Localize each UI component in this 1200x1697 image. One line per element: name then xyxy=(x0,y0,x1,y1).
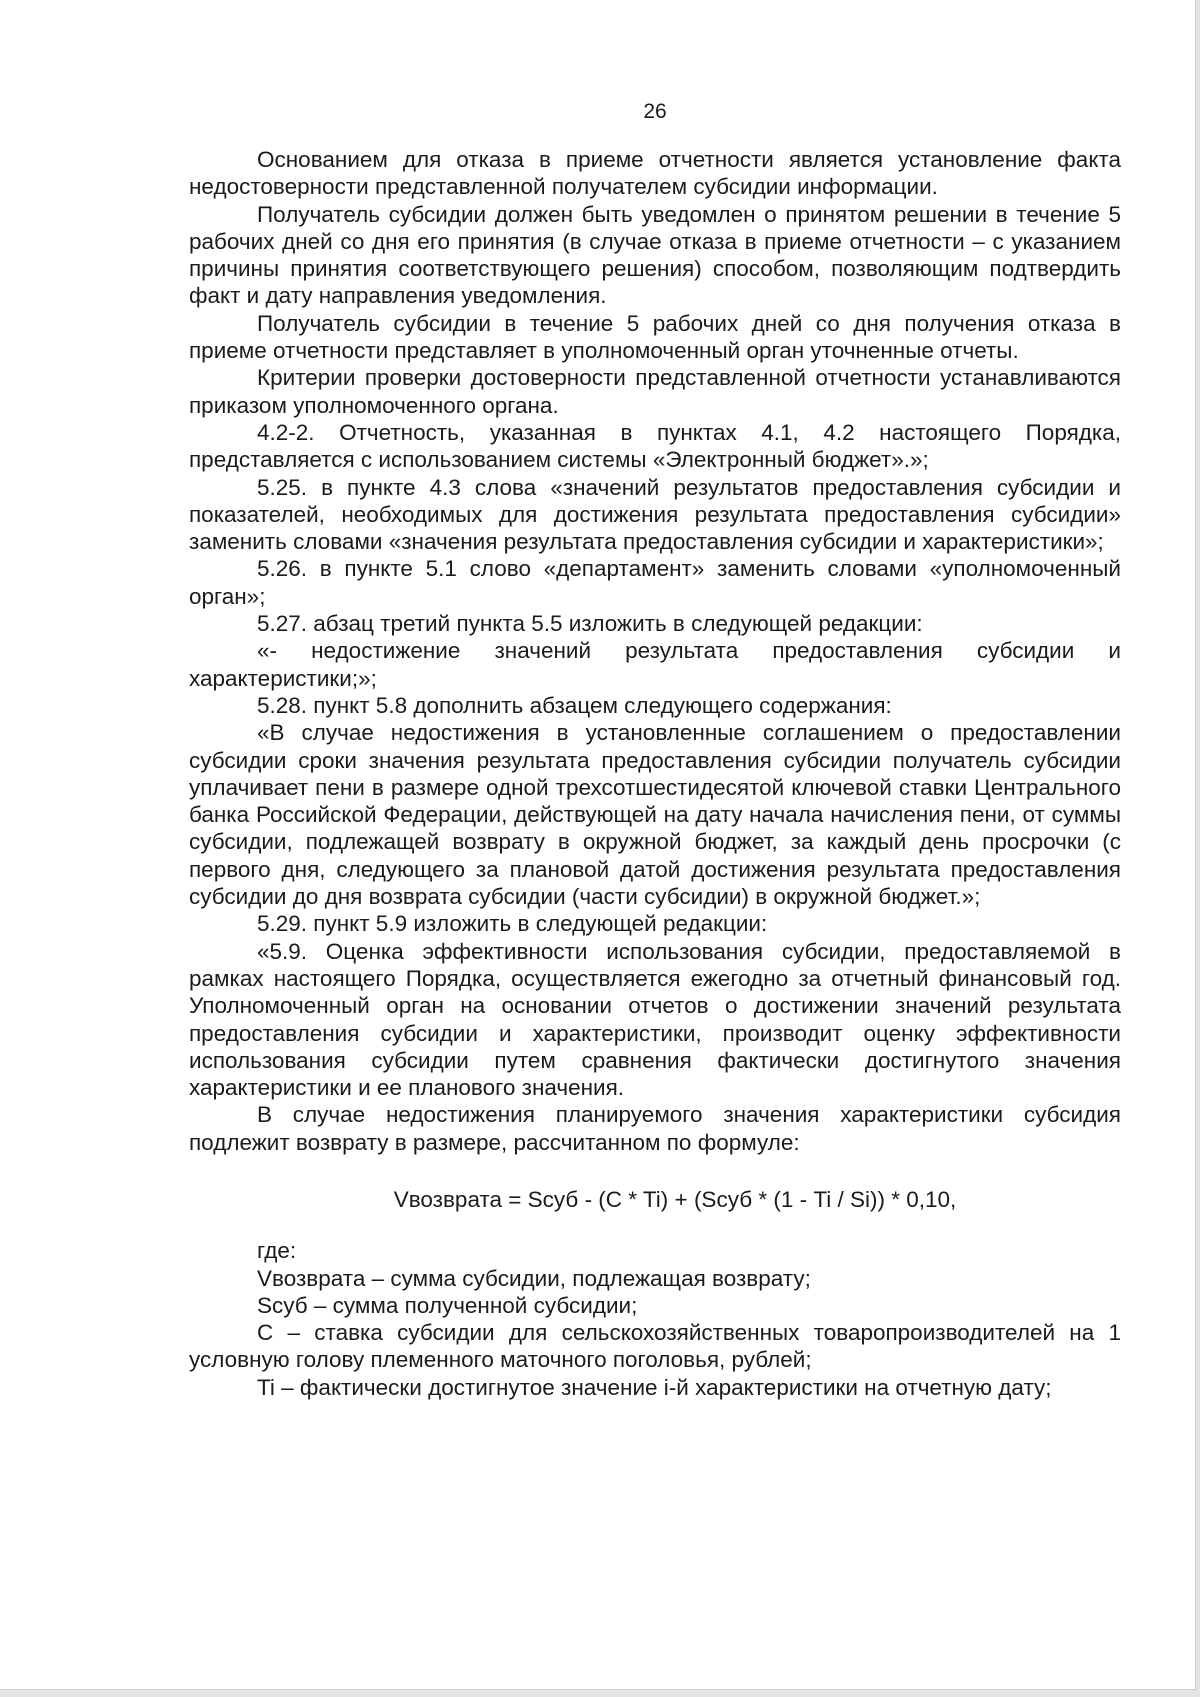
formula: Vвозврата = Sсуб - (C * Ti) + (Sсуб * (1 - Ti / Si)) * 0,10, xyxy=(393,1186,957,1212)
paragraph: «- недостижение значений результата предоставления субсидии и характеристики;»; xyxy=(189,638,1121,691)
paragraph: «В случае недостижения в установленные соглашением о предоставлении субсидии сроки значения результата предоставления субсидии получатель субсидии уплачивает пени в размере одной трехсотшестидесятой ключевой ставки Центрального банка Российской Федерации, действующей на дату начала начисления пени, от суммы субсидии, подлежащей возврату в окружной бюджет, за каждый день просрочки (с первого дня, следующего за плановой датой достижения результата предоставления субсидии до дня возврата субсидии (части субсидии) в окружной бюджет.»; xyxy=(189,720,1121,910)
document-body xyxy=(189,146,1121,1401)
definition-item: Ti – фактически достигнутое значение i-й характеристики на отчетную дату; xyxy=(257,1374,1052,1400)
paragraph: Получатель субсидии должен быть уведомлен о принятом решении в течение 5 рабочих дней со дня его принятия (в случае отказа в приеме отчетности – с указанием причины принятия соответствующего решения) способом, позволяющим подтвердить факт и дату направления уведомления. xyxy=(189,201,1121,309)
definition-item: Sсуб – сумма полученной субсидии; xyxy=(257,1292,638,1318)
paragraph: Основанием для отказа в приеме отчетности является установление факта недостоверности представленной получателем субсидии информации. xyxy=(189,147,1121,200)
paragraph: 5.26. в пункте 5.1 слово «департамент» заменить словами «уполномоченный орган»; xyxy=(189,556,1121,609)
paragraph: 4.2-2. Отчетность, указанная в пунктах 4.1, 4.2 настоящего Порядка, представляется с использованием системы «Электронный бюджет».»; xyxy=(189,419,1121,473)
paragraph: В случае недостижения планируемого значения характеристики субсидия подлежит возврату в размере, рассчитанном по формуле: xyxy=(189,1102,1121,1155)
paragraph: 5.25. в пункте 4.3 слова «значений результатов предоставления субсидии и показателей, необходимых для достижения результата предоставления субсидии» заменить словами «значения результата предоставления субсидии и характеристики»; xyxy=(189,474,1121,555)
paragraph: Критерии проверки достоверности представленной отчетности устанавливаются приказом уполномоченного органа. xyxy=(189,365,1121,418)
definition-item: Vвозврата – сумма субсидии, подлежащая возврату; xyxy=(257,1265,811,1291)
definition-intro: где: xyxy=(257,1238,297,1264)
paragraph: 5.27. абзац третий пункта 5.5 изложить в следующей редакции: xyxy=(257,611,923,637)
paragraph: 5.28. пункт 5.8 дополнить абзацем следующего содержания: xyxy=(257,692,892,718)
paragraph: 5.29. пункт 5.9 изложить в следующей редакции: xyxy=(257,911,768,937)
page-number: 26 xyxy=(643,100,667,123)
definition-item: C – ставка субсидии для сельскохозяйственных товаропроизводителей на 1 условную голову племенного маточного поголовья, рублей; xyxy=(189,1320,1121,1373)
paragraph: «5.9. Оценка эффективности использования субсидии, предоставляемой в рамках настоящего Порядка, осуществляется ежегодно за отчетный финансовый год. Уполномоченный орган на основании отчетов о достижении значений результата предоставления субсидии и характеристики, производит оценку эффективности использования субсидии путем сравнения фактически достигнутого значения характеристики и ее планового значения. xyxy=(189,938,1121,1101)
paragraph: Получатель субсидии в течение 5 рабочих дней со дня получения отказа в приеме отчетности представляет в уполномоченный орган уточненные отчеты. xyxy=(189,310,1121,364)
